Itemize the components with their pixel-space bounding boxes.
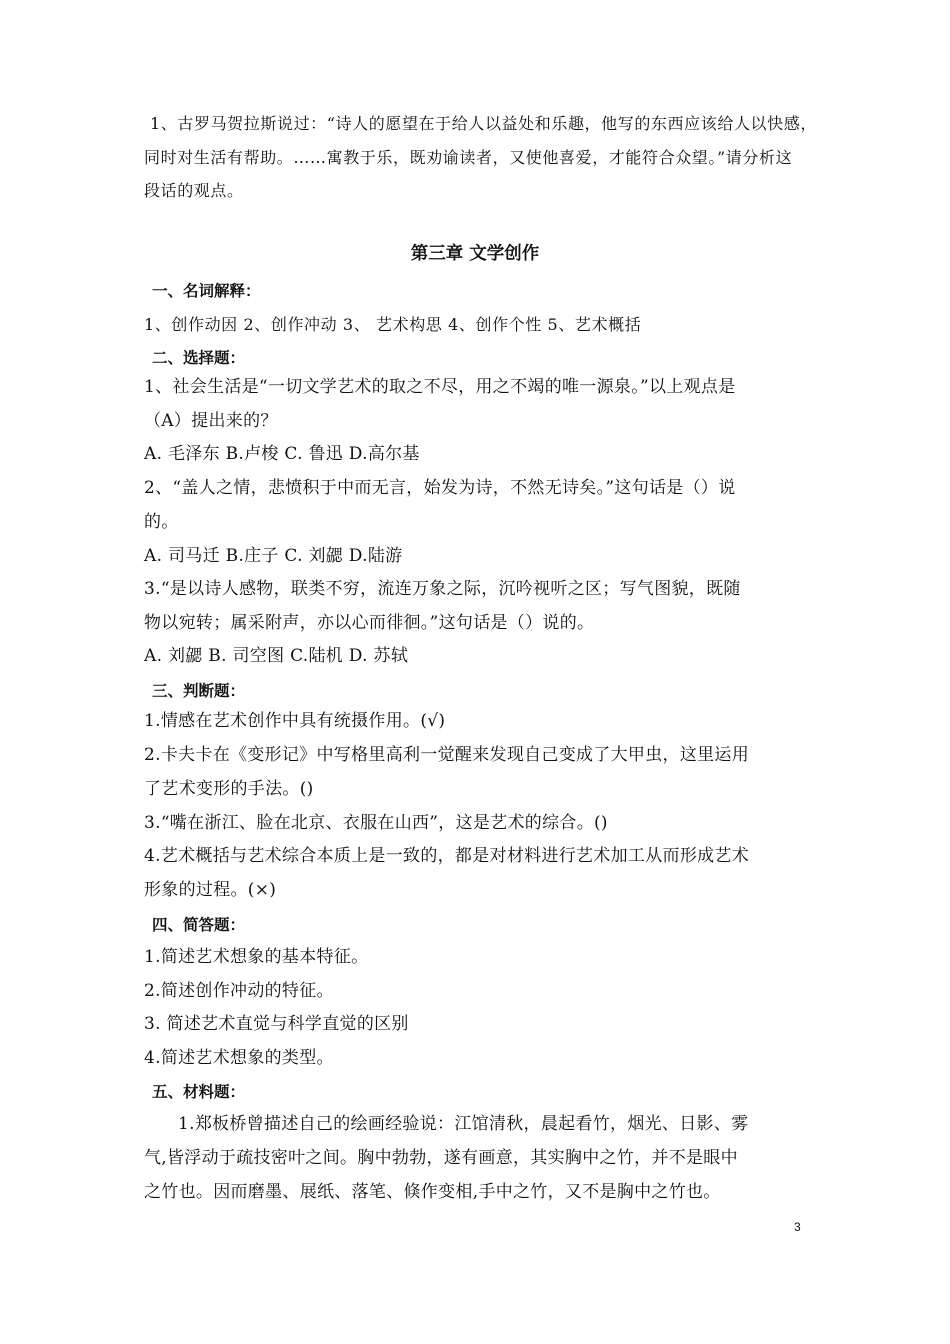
choice-q1-line-1: 1、社会生活是“一切文学艺术的取之不尽，用之不竭的唯一源泉。”以上观点是 (144, 377, 736, 397)
choice-q2-line-2: 的。 (144, 512, 179, 532)
short-answer-q3: 3. 简述艺术直觉与科学直觉的区别 (144, 1014, 409, 1034)
choice-q2-options: A. 司马迁 B.庄子 C. 刘勰 D.陆游 (144, 546, 403, 566)
chapter-title: 第三章 文学创作 (410, 244, 540, 264)
choice-q3-line-1: 3.“是以诗人感物，联类不穷，流连万象之际，沉吟视听之区；写气图貌，既随 (144, 579, 741, 599)
judge-q3: 3.“嘴在浙江、脸在北京、衣服在山西”，这是艺术的综合。() (144, 813, 608, 833)
section-heading-judge: 三、判断题： (152, 682, 246, 700)
terms-list: 1、创作动因 2、创作冲动 3、 艺术构思 4、创作个性 5、艺术概括 (144, 315, 642, 334)
judge-q2-line-1: 2.卡夫卡在《变形记》中写格里高利一觉醒来发现自己变成了大甲虫，这里运用 (144, 745, 750, 765)
material-line-1: 1.郑板桥曾描述自己的绘画经验说：江馆清秋，晨起看竹，烟光、日影、雾 (178, 1114, 749, 1134)
choice-q1-line-2: （A）提出来的？ (144, 411, 278, 431)
intro-line-3: 段话的观点。 (144, 181, 244, 200)
section-heading-short-answer: 四、简答题： (152, 916, 246, 934)
choice-q3-options: A. 刘勰 B. 司空图 C.陆机 D. 苏轼 (144, 646, 409, 666)
section-heading-choice: 二、选择题： (152, 349, 246, 367)
short-answer-q1: 1.简述艺术想象的基本特征。 (144, 947, 369, 967)
short-answer-q2: 2.简述创作冲动的特征。 (144, 981, 334, 1001)
material-line-3: 之竹也。因而磨墨、展纸、落笔、倏作变相,手中之竹，又不是胸中之竹也。 (144, 1182, 721, 1202)
judge-q2-line-2: 了艺术变形的手法。() (144, 779, 314, 799)
choice-q1-options: A. 毛泽东 B.卢梭 C. 鲁迅 D.高尔基 (144, 444, 420, 464)
material-line-2: 气,皆浮动于疏技密叶之间。胸中勃勃，遂有画意，其实胸中之竹，并不是眼中 (144, 1148, 738, 1168)
page-number: 3 (794, 1220, 801, 1234)
judge-q4-line-2: 形象的过程。(×) (144, 880, 277, 900)
choice-q3-line-2: 物以宛转；属采附声，亦以心而徘徊。”这句话是（）说的。 (144, 613, 595, 633)
judge-q4-line-1: 4.艺术概括与艺术综合本质上是一致的，都是对材料进行艺术加工从而形成艺术 (144, 846, 750, 866)
choice-q2-line-1: 2、“盖人之情，悲愤积于中而无言，始发为诗，不然无诗矣。”这句话是（）说 (144, 478, 736, 498)
section-heading-terms: 一、名词解释： (152, 282, 261, 300)
section-heading-material: 五、材料题： (152, 1083, 246, 1101)
intro-line-2: 同时对生活有帮助。……寓教于乐，既劝谕读者，又使他喜爱，才能符合众望。”请分析这 (144, 148, 793, 167)
short-answer-q4: 4.简述艺术想象的类型。 (144, 1048, 334, 1068)
intro-line-1: 1、古罗马贺拉斯说过：“诗人的愿望在于给人以益处和乐趣，他写的东西应该给人以快感， (150, 114, 817, 133)
judge-q1: 1.情感在艺术创作中具有统摄作用。(√) (144, 711, 446, 731)
